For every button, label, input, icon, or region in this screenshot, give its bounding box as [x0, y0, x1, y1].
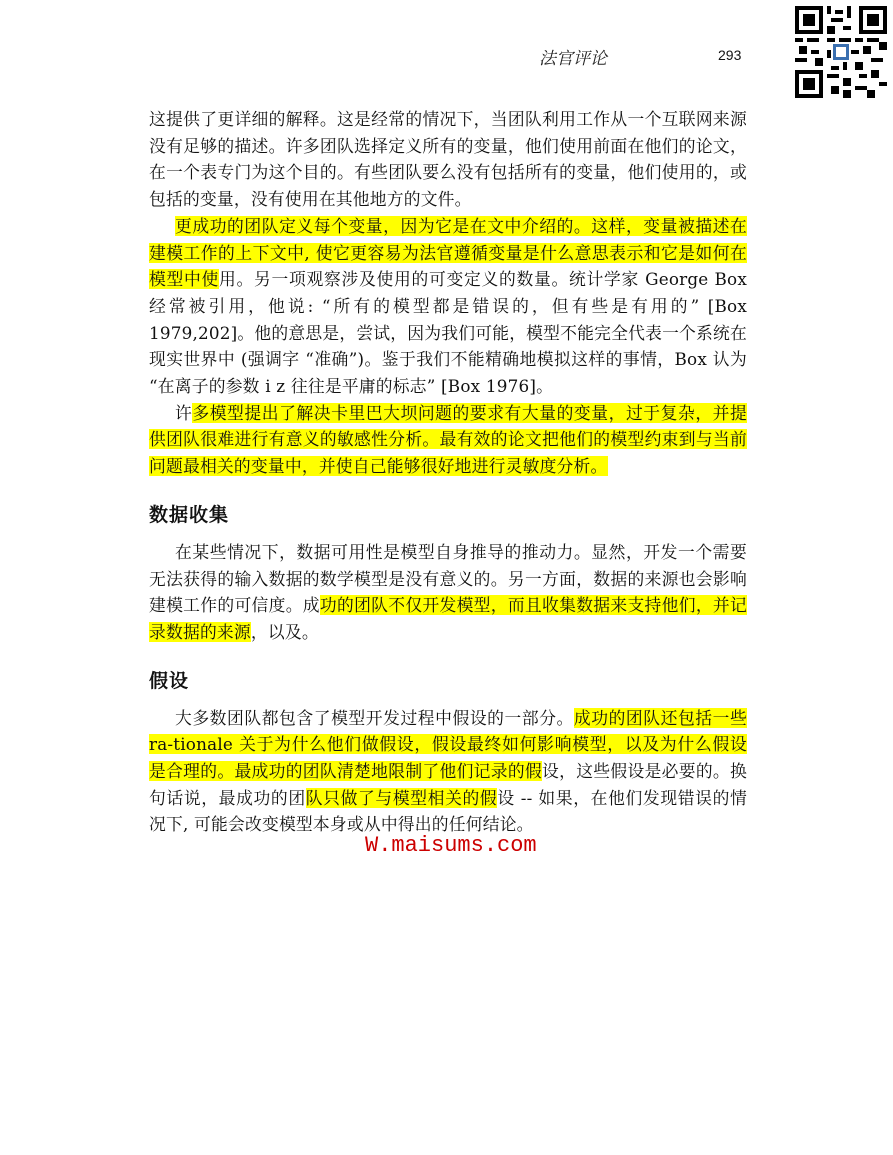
highlighted-text: 队只做了与模型相关的假	[305, 787, 498, 808]
highlighted-text: 功的团队不仅开发模型，而且收集数据来支持他们，并记录数据的来源	[149, 595, 747, 642]
page-number: 293	[718, 47, 742, 63]
highlighted-text: 成功的团队还包括一些 ra-tionale 关于为什么他们做假设，假设最终如何影响模型，以及为什么假设是合理的。最成功的团队清楚地限制了他们记录的假	[149, 707, 747, 782]
paragraph-text: ，以及。	[250, 621, 319, 642]
paragraph-assumptions	[149, 705, 747, 839]
paragraph-text: 在某些情况下，数据可用性是模型自身推导的推动力。显然，开发一个需要无法获得的输入数据的数学模型是没有意义的。另一方面，数据的来源也会影响建模工作的可信度。成	[149, 541, 747, 616]
paragraph-data-collection	[149, 539, 747, 646]
paragraph-text: 大多数团队都包含了模型开发过程中假设的一部分。	[175, 707, 574, 728]
highlighted-text: 更成功的团队定义每个变量，因为它是在文中介绍的。这样，变量被描述在建模工作的上下文中, 使它更容易为法官遵循变量是什么意思表示和它是如何在模型中使	[149, 215, 747, 290]
watermark-url: W.maisums.com	[365, 833, 537, 858]
running-header-title: 法官评论	[539, 49, 607, 69]
qr-code-icon[interactable]	[795, 6, 887, 98]
paragraph-text: 设 -- 如果，在他们发现错误的情况下, 可能会改变模型本身或从中得出的任何结论。	[149, 787, 747, 835]
paragraph-text: 许	[175, 402, 193, 423]
paragraph-2	[149, 213, 747, 400]
highlighted-text: 多模型提出了解决卡里巴大坝问题的要求有大量的变量，过于复杂，并提供团队很难进行有意义的敏感性分析。最有效的论文把他们的模型约束到与当前问题最相关的变量中，并使自己能够很好地进行灵敏度分析。	[149, 402, 748, 477]
section-heading-assumptions: 假设	[149, 669, 190, 692]
paragraph-3	[149, 400, 747, 480]
page-body	[149, 106, 747, 838]
section-heading-data-collection: 数据收集	[149, 503, 230, 526]
paragraph-text: 用。另一项观察涉及使用的可变定义的数量。统计学家 George Box 经常被引用，他说: “所有的模型都是错误的，但有些是有用的” [Box 1979,202]。他的意思是，尝试，因为我们可能，模型不能完全代表一个系统在现实世界中 (强调字 “准确”)。鉴于我们不能精确地模拟这样的事情，Box 认为 “在离子的参数 i z 往往是平庸的标志” [Box 1976]。	[149, 269, 747, 397]
paragraph-text: 设，这些假设是必要的。换句话说，最成功的团	[149, 761, 748, 808]
paragraph-1: 这提供了更详细的解释。这是经常的情况下，当团队利用工作从一个互联网来源没有足够的描述。许多团队选择定义所有的变量，他们使用前面在他们的论文，在一个表专门为这个目的。有些团队要么没有包括所有的变量，他们使用的，或包括的变量，没有使用在其他地方的文件。	[149, 109, 747, 210]
